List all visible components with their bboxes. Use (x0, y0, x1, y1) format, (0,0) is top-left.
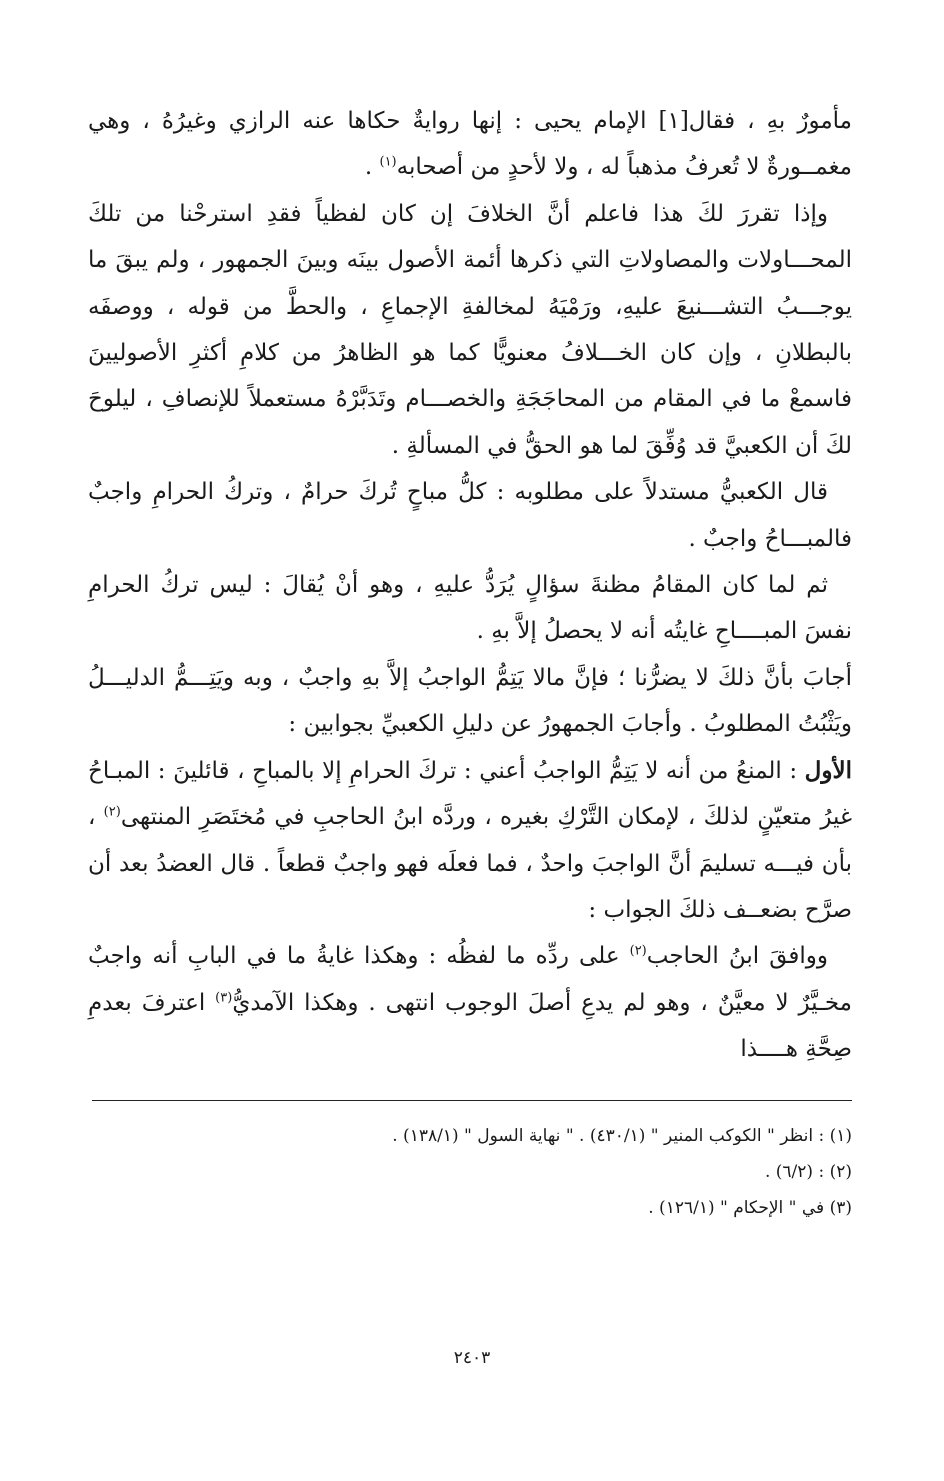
footnote-ref-3[interactable]: (٣) (215, 990, 233, 1006)
footnote-2: (٢) : (٦/٢) . (764, 1162, 852, 1182)
footnote-ref-1[interactable]: (١) (379, 154, 397, 170)
paragraph-2: وإذا تقررَ لكَ هذا فاعلم أنَّ الخلافَ إن كان لفظياً فقدِ استرحْنا من تلكَ المحـــاولات والمصاولاتِ التي ذكرها أئمة الأصول بينَه وبينَ الجمهور ، ولم يبقَ ما يوجـــبُ التشـــنيعَ عليهِ، ورَمْيَهُ لمخالفةِ الإجماعِ ، والحطَّ من قوله ، ووصفَه بالبطلانِ ، وإن كان الخـــلافُ معنويًّا كما هو الظاهرُ من كلامِ أكثرِ الأصوليينَ فاسمعْ ما في المقام من المحاجَجَةِ والخصـــام وتَدَبَّرْهُ مستعملاً للإنصافِ ، ليلوحَ لكَ أن الكعبيَّ قد وُفِّقَ لما هو الحقُّ في المسألةِ . (88, 200, 852, 459)
section-lead-first: الأول (804, 756, 852, 784)
paragraph-1: مأمورٌ بهِ ، فقال[١] الإمام يحيى : إنها روايةٌ حكاها عنه الرازي وغيرُهُ ، وهي مغمــورةٌ لا تُعرفُ مذهباً له ، ولا لأحدٍ من أصحابه$^{(١)}$ . (88, 108, 852, 181)
paragraph-7: ووافقَ ابنُ الحاجب$^{(٢)}$ على ردِّه ما لفظُه : وهكذا غايةُ ما في البابِ أنه واجبٌ مخـيَّرٌ لا معيَّنٌ ، وهو لم يدعِ أصلَ الوجوب انتهى . وهكذا الآمديُّ$^{(٣)}$ اعترفَ بعدمِ صِحَّةِ هــــذا (88, 943, 852, 1063)
paragraph-4: ثم لما كان المقامُ مظنةَ سؤالٍ يُرَدُّ عليهِ ، وهو أنْ يُقالَ : ليس تركُ الحرامِ نفسَ المبــــاحِ غايتُه أنه لا يحصلُ إلاَّ بهِ . (88, 572, 852, 645)
page-number: ٢٤٠٣ (453, 1348, 491, 1368)
paragraph-3: قال الكعبيُّ مستدلاً على مطلوبه : كلُّ مباحٍ تُركَ حرامٌ ، وتركُ الحرامِ واجبٌ فالمبـــاحُ واجبٌ . (88, 479, 852, 552)
footnote-1: (١) : انظر " الكوكب المنير " (٤٣٠/١) . " نهاية السول " (١٣٨/١) . (392, 1126, 852, 1146)
paragraph-5: أجابَ بأنَّ ذلكَ لا يضرُّنا ؛ فإنَّ مالا يَتِمُّ الواجبُ إلاَّ بهِ واجبٌ ، وبه ويَتِـــمُّ الدليـــلُ ويَثْبُتُ المطلوبُ . وأجابَ الجمهورُ عن دليلِ الكعبيِّ بجوابين : (88, 664, 852, 738)
main-text (88, 98, 852, 1073)
footnotes (88, 1118, 852, 1226)
footnote-ref-2b[interactable]: (٢) (629, 943, 647, 959)
footnote-3: (٣) في " الإحكام " (١٢٦/١) . (648, 1198, 852, 1218)
paragraph-6: الأول : المنعُ من أنه لا يَتِمُّ الواجبُ أعني : تركَ الحرامِ إلا بالمباحِ ، قائلينَ : المبـاحُ غيرُ متعيّنٍ لذلكَ ، لإمكان التَّرْكِ بغيره ، وردَّه ابنُ الحاجبِ في مُختَصَرِ المنتهى$^{(٢)}$ ، بأن فيـــه تسليمَ أنَّ الواجبَ واحدٌ ، فما فعلَه فهو واجبٌ قطعاً . قال العضدُ بعد أن صرَّح بضعــف ذلكَ الجواب : (88, 756, 852, 923)
footnote-separator (92, 1100, 852, 1101)
footnote-ref-2[interactable]: (٢) (103, 804, 121, 820)
